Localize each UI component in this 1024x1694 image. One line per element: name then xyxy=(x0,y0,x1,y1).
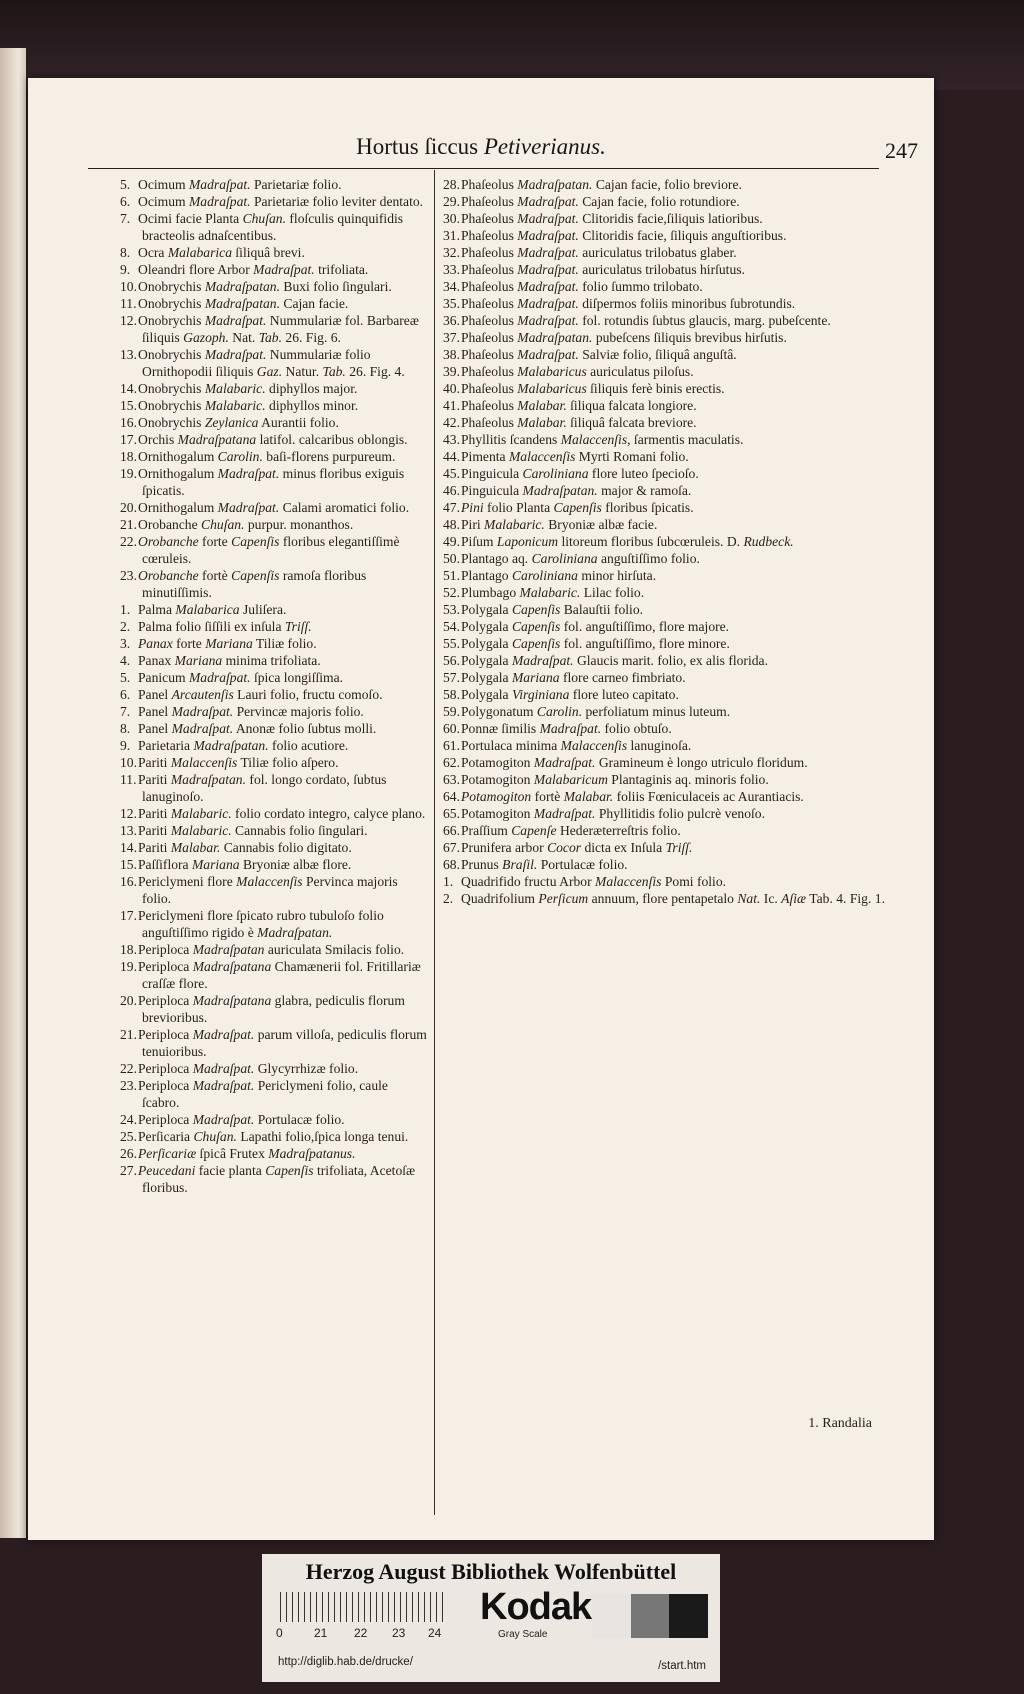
entry-text: Phaſeolus Madraſpat. folio ſummo trilobato. xyxy=(461,279,703,294)
entry-text: Piri Malabaric. Bryoniæ albæ facie. xyxy=(461,517,658,532)
entry-number: 7. xyxy=(120,211,131,226)
entry-number: 64. xyxy=(443,789,460,804)
catalog-entry xyxy=(120,992,428,1026)
entry-text: Periploca Madraſpat. Portulacæ folio. xyxy=(138,1112,345,1127)
catalog-entry xyxy=(443,465,891,482)
catalog-entry xyxy=(120,244,428,261)
entry-number: 47. xyxy=(443,500,460,515)
catalog-entry xyxy=(120,1026,428,1060)
entry-text: Phaſeolus Madraſpat. Cajan facie, folio rotundiore. xyxy=(461,194,740,209)
entry-text: Pini folio Planta Capenſis floribus ſpicatis. xyxy=(461,500,694,515)
catalog-entry xyxy=(120,618,428,635)
catalog-entry xyxy=(120,839,428,856)
entry-text: Periclymeni flore Malaccenſis Pervinca majoris folio. xyxy=(138,874,398,906)
catalog-entry xyxy=(120,567,428,601)
entry-number: 15. xyxy=(120,857,137,872)
entry-number: 7. xyxy=(120,704,131,719)
entry-number: 16. xyxy=(120,415,137,430)
catalog-entry xyxy=(120,397,428,414)
entry-text: Palma Malabarica Juliſera. xyxy=(138,602,287,617)
entry-number: 13. xyxy=(120,347,137,362)
entry-number: 41. xyxy=(443,398,460,413)
entry-number: 26. xyxy=(120,1146,137,1161)
entry-text: Quadrifolium Perſicum annuum, flore pentapetalo Nat. Ic. Aſiæ Tab. 4. Fig. 1. xyxy=(461,891,885,906)
entry-text: Ornithogalum Madraſpat. minus floribus exiguis ſpicatis. xyxy=(138,466,405,498)
catalog-entry xyxy=(443,805,891,822)
entry-text: Polygala Madraſpat. Glaucis marit. folio, ex alis florida. xyxy=(461,653,768,668)
entry-number: 3. xyxy=(120,636,131,651)
entry-text: Pariti Malabar. Cannabis folio digitato. xyxy=(138,840,352,855)
entry-number: 8. xyxy=(120,721,131,736)
entry-number: 12. xyxy=(120,313,137,328)
entry-number: 31. xyxy=(443,228,460,243)
catalog-entry xyxy=(120,312,428,346)
entry-number: 35. xyxy=(443,296,460,311)
catalog-entry xyxy=(443,363,891,380)
entry-text: Polygonatum Carolin. perfoliatum minus luteum. xyxy=(461,704,731,719)
page-number: 247 xyxy=(885,138,918,163)
entry-text: Pinguicula Caroliniana flore luteo ſpecioſo. xyxy=(461,466,699,481)
catalog-entry xyxy=(443,278,891,295)
page-title xyxy=(28,134,934,160)
entry-text: Plantago aq. Caroliniana anguſtiſſimo folio. xyxy=(461,551,700,566)
entry-number: 22. xyxy=(120,534,137,549)
catalog-entry xyxy=(443,312,891,329)
entry-number: 18. xyxy=(120,942,137,957)
catalog-entry xyxy=(443,482,891,499)
entry-number: 1. xyxy=(443,874,454,889)
entry-number: 2. xyxy=(120,619,131,634)
catalog-entry xyxy=(443,244,891,261)
entry-text: Pinguicula Madraſpatan. major & ramoſa. xyxy=(461,483,692,498)
catalog-entry xyxy=(120,448,428,465)
catchword: 1. Randalia xyxy=(808,1416,872,1431)
entry-text: Phaſeolus Madraſpat. auriculatus trilobatus glaber. xyxy=(461,245,737,260)
entry-number: 19. xyxy=(120,959,137,974)
entry-number: 14. xyxy=(120,840,137,855)
catalog-entry xyxy=(443,635,891,652)
entry-text: Orchis Madraſpatana latifol. calcaribus oblongis. xyxy=(138,432,408,447)
entry-text: Periploca Madraſpatana Chamænerii fol. Fritillariæ craſſæ flore. xyxy=(138,959,421,991)
entry-text: Panel Madraſpat. Pervincæ majoris folio. xyxy=(138,704,364,719)
entry-number: 63. xyxy=(443,772,460,787)
entry-text: Orobanche forte Capenſis floribus elegantiſſimè cœruleis. xyxy=(138,534,400,566)
entry-number: 8. xyxy=(120,245,131,260)
entry-text: Onobrychis Malabaric. diphyllos major. xyxy=(138,381,358,396)
ruler-number: 24 xyxy=(428,1626,442,1640)
entry-text: Phaſeolus Madraſpatan. pubeſcens ſiliquis brevibus hirſutis. xyxy=(461,330,787,345)
catalog-entry xyxy=(443,890,891,907)
entry-number: 36. xyxy=(443,313,460,328)
catalog-entry xyxy=(443,516,891,533)
entry-text: Onobrychis Zeylanica Aurantii folio. xyxy=(138,415,339,430)
catalog-entry xyxy=(443,720,891,737)
catalog-entry xyxy=(443,703,891,720)
entry-text: Prunus Braſil. Portulacæ folio. xyxy=(461,857,628,872)
entry-text: Piſum Laponicum litoreum floribus ſubcœruleis. D. Rudbeck. xyxy=(461,534,794,549)
catalog-entry xyxy=(120,1162,428,1196)
entry-text: Phaſeolus Madraſpatan. Cajan facie, folio breviore. xyxy=(461,177,742,192)
entry-text: Praſſium Capenſe Hederæterreſtris folio. xyxy=(461,823,681,838)
catalog-entry xyxy=(120,176,428,193)
entry-number: 49. xyxy=(443,534,460,549)
catalog-entry xyxy=(443,822,891,839)
entry-text: Phaſeolus Madraſpat. auriculatus trilobatus hirſutus. xyxy=(461,262,745,277)
catalog-entry xyxy=(443,397,891,414)
entry-number: 14. xyxy=(120,381,137,396)
running-header xyxy=(28,130,934,166)
entry-number: 25. xyxy=(120,1129,137,1144)
catalog-entry xyxy=(120,261,428,278)
entry-number: 1. xyxy=(120,602,131,617)
entry-number: 34. xyxy=(443,279,460,294)
entry-number: 54. xyxy=(443,619,460,634)
catalog-entry xyxy=(443,686,891,703)
entry-number: 2. xyxy=(443,891,454,906)
entry-number: 32. xyxy=(443,245,460,260)
entry-text: Polygala Virginiana flore luteo capitato. xyxy=(461,687,679,702)
catalog-entry xyxy=(120,465,428,499)
entry-number: 24. xyxy=(120,1112,137,1127)
catalog-entry xyxy=(443,499,891,516)
entry-text: Pariti Madraſpatan. fol. longo cordato, ſubtus lanuginoſo. xyxy=(138,772,387,804)
catalog-entry xyxy=(443,414,891,431)
entry-text: Periploca Madraſpatan auriculata Smilacis folio. xyxy=(138,942,405,957)
catalog-entry xyxy=(443,448,891,465)
entry-number: 62. xyxy=(443,755,460,770)
catalog-entry xyxy=(120,278,428,295)
entry-number: 46. xyxy=(443,483,460,498)
catalog-entry xyxy=(120,1128,428,1145)
catalog-entry xyxy=(120,380,428,397)
entry-text: Pimenta Malaccenſis Myrti Romani folio. xyxy=(461,449,689,464)
gray-scale-label: Gray Scale xyxy=(498,1629,548,1640)
catalog-entry xyxy=(120,601,428,618)
catalog-entry xyxy=(120,1145,428,1162)
entry-text: Phaſeolus Madraſpat. Clitoridis facie, ſiliquis anguſtioribus. xyxy=(461,228,787,243)
gray-swatch xyxy=(669,1594,708,1638)
entry-text: Onobrychis Madraſpat. Nummulariæ folio Ornithopodii ſiliquis Gaz. Natur. Tab. 26. Fig. 4. xyxy=(138,347,405,379)
entry-number: 11. xyxy=(120,296,137,311)
entry-number: 10. xyxy=(120,279,137,294)
entry-text: Prunifera arbor Cocor dicta ex Inſula Triſſ. xyxy=(461,840,693,855)
catalog-entry xyxy=(120,652,428,669)
card-url-suffix: /start.htm xyxy=(658,1660,706,1672)
entry-number: 30. xyxy=(443,211,460,226)
entry-text: Periploca Madraſpat. Glycyrrhizæ folio. xyxy=(138,1061,359,1076)
header-rule xyxy=(88,168,879,169)
title-main: Hortus ſiccus xyxy=(356,134,479,159)
catalog-entry xyxy=(120,1111,428,1128)
catalog-entry xyxy=(120,686,428,703)
entry-text: Pariti Malaccenſis Tiliæ folio aſpero. xyxy=(138,755,339,770)
catalog-entry xyxy=(120,295,428,312)
catalog-entry xyxy=(443,584,891,601)
catalog-entry xyxy=(443,856,891,873)
entry-number: 48. xyxy=(443,517,460,532)
entry-text: Onobrychis Madraſpat. Nummulariæ fol. Barbareæ ſiliquis Gazoph. Nat. Tab. 26. Fig. 6. xyxy=(138,313,419,345)
entry-text: Ocimi facie Planta Chuſan. floſculis quinquifidis bracteolis adnaſcentibus. xyxy=(138,211,404,243)
catalog-entry xyxy=(120,941,428,958)
gray-swatch xyxy=(592,1594,631,1638)
entry-text: Palma folio ſiſſili ex inſula Triſſ. xyxy=(138,619,312,634)
entry-text: Ornithogalum Madraſpat. Calami aromatici folio. xyxy=(138,500,410,515)
entry-number: 33. xyxy=(443,262,460,277)
entry-text: Phaſeolus Malabar. ſiliqua falcata longiore. xyxy=(461,398,697,413)
catalog-entry xyxy=(120,414,428,431)
entry-number: 20. xyxy=(120,993,137,1008)
entry-text: Peucedani facie planta Capenſis trifoliata, Acetoſæ floribus. xyxy=(138,1163,416,1195)
entry-number: 21. xyxy=(120,517,137,532)
entry-number: 44. xyxy=(443,449,460,464)
entry-text: Pariti Malabaric. Cannabis folio ſingulari. xyxy=(138,823,368,838)
entry-number: 5. xyxy=(120,177,131,192)
entry-number: 20. xyxy=(120,500,137,515)
entry-text: Polygala Capenſis Balauſtii folio. xyxy=(461,602,644,617)
entry-text: Phaſeolus Madraſpat. Salviæ folio, ſiliquâ anguſtâ. xyxy=(461,347,737,362)
entry-number: 52. xyxy=(443,585,460,600)
entry-number: 55. xyxy=(443,636,460,651)
entry-number: 23. xyxy=(120,1078,137,1093)
catalog-entry xyxy=(443,193,891,210)
entry-text: Ocimum Madraſpat. Parietariæ folio. xyxy=(138,177,342,192)
entry-text: Phaſeolus Malabaricus auriculatus piloſus. xyxy=(461,364,694,379)
catalog-entry xyxy=(443,295,891,312)
catalog-entry xyxy=(443,567,891,584)
entry-text: Orobanche fortè Capenſis ramoſa floribus minutiſſimis. xyxy=(138,568,367,600)
entry-number: 42. xyxy=(443,415,460,430)
catalog-entry xyxy=(443,346,891,363)
entry-number: 6. xyxy=(120,687,131,702)
entry-number: 61. xyxy=(443,738,460,753)
catalog-entry xyxy=(120,703,428,720)
entry-number: 15. xyxy=(120,398,137,413)
entry-text: Orobanche Chuſan. purpur. monanthos. xyxy=(138,517,354,532)
entry-number: 19. xyxy=(120,466,137,481)
entry-text: Panel Madraſpat. Anonæ folio ſubtus molli. xyxy=(138,721,377,736)
catalog-entry xyxy=(120,958,428,992)
entry-text: Potamogiton fortè Malabar. foliis Fœniculaceis ac Aurantiacis. xyxy=(461,789,804,804)
entry-text: Ponnæ ſimilis Madraſpat. folio obtuſo. xyxy=(461,721,672,736)
entry-number: 6. xyxy=(120,194,131,209)
entry-number: 58. xyxy=(443,687,460,702)
entry-text: Quadrifido fructu Arbor Malaccenſis Pomi folio. xyxy=(461,874,727,889)
entry-text: Plantago Caroliniana minor hirſuta. xyxy=(461,568,657,583)
catalog-entry xyxy=(120,856,428,873)
right-column xyxy=(443,176,891,907)
catalog-entry xyxy=(120,771,428,805)
entry-number: 67. xyxy=(443,840,460,855)
catalog-entry xyxy=(120,516,428,533)
catalog-entry xyxy=(120,737,428,754)
entry-text: Plumbago Malabaric. Lilac folio. xyxy=(461,585,645,600)
entry-text: Portulaca minima Malaccenſis lanuginoſa. xyxy=(461,738,692,753)
catalog-entry xyxy=(120,1060,428,1077)
entry-text: Paſſiflora Mariana Bryoniæ albæ flore. xyxy=(138,857,352,872)
catalog-entry xyxy=(443,380,891,397)
catalog-entry xyxy=(443,227,891,244)
entry-number: 65. xyxy=(443,806,460,821)
catalog-entry xyxy=(120,635,428,652)
entry-number: 9. xyxy=(120,738,131,753)
entry-text: Polygala Mariana flore carneo fimbriato. xyxy=(461,670,686,685)
entry-text: Potamogiton Malabaricum Plantaginis aq. minoris folio. xyxy=(461,772,769,787)
catalog-entry xyxy=(443,550,891,567)
entry-number: 50. xyxy=(443,551,460,566)
entry-text: Panax forte Mariana Tiliæ folio. xyxy=(138,636,317,651)
entry-number: 39. xyxy=(443,364,460,379)
scale-ruler xyxy=(280,1592,448,1622)
catalog-entry xyxy=(443,533,891,550)
entry-number: 9. xyxy=(120,262,131,277)
catalog-entry xyxy=(443,754,891,771)
catalog-entry xyxy=(120,669,428,686)
entry-text: Panel Arcautenſis Lauri folio, fructu comoſo. xyxy=(138,687,383,702)
catalog-entry xyxy=(120,754,428,771)
entry-number: 16. xyxy=(120,874,137,889)
ruler-number: 23 xyxy=(392,1626,406,1640)
entry-number: 38. xyxy=(443,347,460,362)
column-divider xyxy=(434,170,435,1515)
entry-text: Perſicariæ ſpicâ Frutex Madraſpatanus. xyxy=(138,1146,356,1161)
catalog-entry xyxy=(443,431,891,448)
catalog-entry xyxy=(443,601,891,618)
entry-text: Parietaria Madraſpatan. folio acutiore. xyxy=(138,738,349,753)
catalog-entry xyxy=(443,618,891,635)
entry-text: Periclymeni flore ſpicato rubro tubuloſo folio anguſtiſſimo rigido è Madraſpatan. xyxy=(138,908,384,940)
entry-text: Onobrychis Malabaric. diphyllos minor. xyxy=(138,398,359,413)
scan-background xyxy=(0,0,1024,90)
entry-number: 43. xyxy=(443,432,460,447)
entry-text: Phaſeolus Malabar. ſiliquâ falcata breviore. xyxy=(461,415,697,430)
entry-number: 18. xyxy=(120,449,137,464)
catalog-entry xyxy=(120,346,428,380)
gray-swatches xyxy=(592,1594,708,1638)
entry-text: Periploca Madraſpatana glabra, pediculis florum brevioribus. xyxy=(138,993,405,1025)
entry-text: Phaſeolus Madraſpat. Clitoridis facie,ſiliquis latioribus. xyxy=(461,211,763,226)
catalog-entry xyxy=(443,176,891,193)
entry-number: 45. xyxy=(443,466,460,481)
entry-number: 5. xyxy=(120,670,131,685)
catalog-entry xyxy=(120,907,428,941)
entry-number: 27. xyxy=(120,1163,137,1178)
title-italic: Petiverianus. xyxy=(483,134,606,159)
entry-number: 28. xyxy=(443,177,460,192)
entry-number: 53. xyxy=(443,602,460,617)
entry-number: 12. xyxy=(120,806,137,821)
catalog-entry xyxy=(120,210,428,244)
ruler-number: 21 xyxy=(314,1626,328,1640)
entry-text: Phaſeolus Malabaricus ſiliquis ferè binis erectis. xyxy=(461,381,725,396)
catalog-entry xyxy=(120,533,428,567)
entry-text: Onobrychis Madraſpatan. Cajan facie. xyxy=(138,296,349,311)
kodak-logo: Kodak xyxy=(480,1586,592,1628)
entry-text: Potamogiton Madraſpat. Phyllitidis folio pulcrè venoſo. xyxy=(461,806,765,821)
entry-text: Onobrychis Madraſpatan. Buxi folio ſingulari. xyxy=(138,279,392,294)
entry-number: 56. xyxy=(443,653,460,668)
entry-text: Oleandri flore Arbor Madraſpat. trifoliata. xyxy=(138,262,369,277)
catalog-entry xyxy=(120,720,428,737)
catalog-entry xyxy=(120,193,428,210)
catalog-entry xyxy=(120,1077,428,1111)
entry-text: Polygala Capenſis fol. anguſtiſſimo, flore minore. xyxy=(461,636,730,651)
adjacent-page-edge xyxy=(0,48,26,1538)
entry-text: Perſicaria Chuſan. Lapathi folio,ſpica longa tenui. xyxy=(138,1129,409,1144)
catalog-entry xyxy=(443,771,891,788)
catalog-entry xyxy=(443,261,891,278)
catalog-entry xyxy=(443,669,891,686)
catalog-entry xyxy=(443,737,891,754)
entry-text: Potamogiton Madraſpat. Gramineum è longo utriculo floridum. xyxy=(461,755,808,770)
entry-number: 17. xyxy=(120,908,137,923)
entry-number: 17. xyxy=(120,432,137,447)
entry-text: Ocra Malabarica ſiliquâ brevi. xyxy=(138,245,305,260)
catalog-entry xyxy=(443,873,891,890)
entry-text: Phyllitis ſcandens Malaccenſis, ſarmentis maculatis. xyxy=(461,432,744,447)
catalog-entry xyxy=(120,873,428,907)
entry-text: Periploca Madraſpat. parum villoſa, pediculis florum tenuioribus. xyxy=(138,1027,427,1059)
entry-number: 66. xyxy=(443,823,460,838)
entry-number: 29. xyxy=(443,194,460,209)
entry-number: 13. xyxy=(120,823,137,838)
catalog-entry xyxy=(443,788,891,805)
entry-number: 10. xyxy=(120,755,137,770)
catalog-entry xyxy=(120,822,428,839)
ruler-number: 0 xyxy=(276,1626,283,1640)
entry-text: Phaſeolus Madraſpat. diſpermos foliis minoribus ſubrotundis. xyxy=(461,296,796,311)
entry-text: Ocimum Madraſpat. Parietariæ folio leviter dentato. xyxy=(138,194,424,209)
entry-number: 21. xyxy=(120,1027,137,1042)
catalog-entry xyxy=(443,210,891,227)
entry-number: 40. xyxy=(443,381,460,396)
catalog-entry xyxy=(443,329,891,346)
entry-number: 60. xyxy=(443,721,460,736)
library-color-card xyxy=(262,1554,720,1682)
entry-number: 51. xyxy=(443,568,460,583)
catalog-entry xyxy=(443,652,891,669)
entry-number: 37. xyxy=(443,330,460,345)
entry-number: 23. xyxy=(120,568,137,583)
catalog-entry xyxy=(120,805,428,822)
entry-text: Polygala Capenſis fol. anguſtiſſimo, flore majore. xyxy=(461,619,730,634)
entry-number: 59. xyxy=(443,704,460,719)
entry-text: Pariti Malabaric. folio cordato integro, calyce plano. xyxy=(138,806,426,821)
ruler-number: 22 xyxy=(354,1626,368,1640)
entry-number: 57. xyxy=(443,670,460,685)
card-url: http://diglib.hab.de/drucke/ xyxy=(278,1656,413,1668)
left-column xyxy=(120,176,428,1196)
entry-number: 4. xyxy=(120,653,131,668)
catalog-entry xyxy=(120,499,428,516)
gray-swatch xyxy=(631,1594,670,1638)
entry-text: Periploca Madraſpat. Periclymeni folio, caule ſcabro. xyxy=(138,1078,388,1110)
catalog-entry xyxy=(120,431,428,448)
entry-text: Panax Mariana minima trifoliata. xyxy=(138,653,321,668)
entry-number: 11. xyxy=(120,772,137,787)
entry-number: 68. xyxy=(443,857,460,872)
entry-number: 22. xyxy=(120,1061,137,1076)
catalog-entry xyxy=(443,839,891,856)
entry-text: Panicum Madraſpat. ſpica longiſſima. xyxy=(138,670,344,685)
book-page xyxy=(28,78,934,1540)
entry-text: Phaſeolus Madraſpat. fol. rotundis ſubtus glaucis, marg. pubeſcente. xyxy=(461,313,831,328)
entry-text: Ornithogalum Carolin. baſi-florens purpureum. xyxy=(138,449,396,464)
library-name: Herzog August Bibliothek Wolfenbüttel xyxy=(305,1559,677,1584)
